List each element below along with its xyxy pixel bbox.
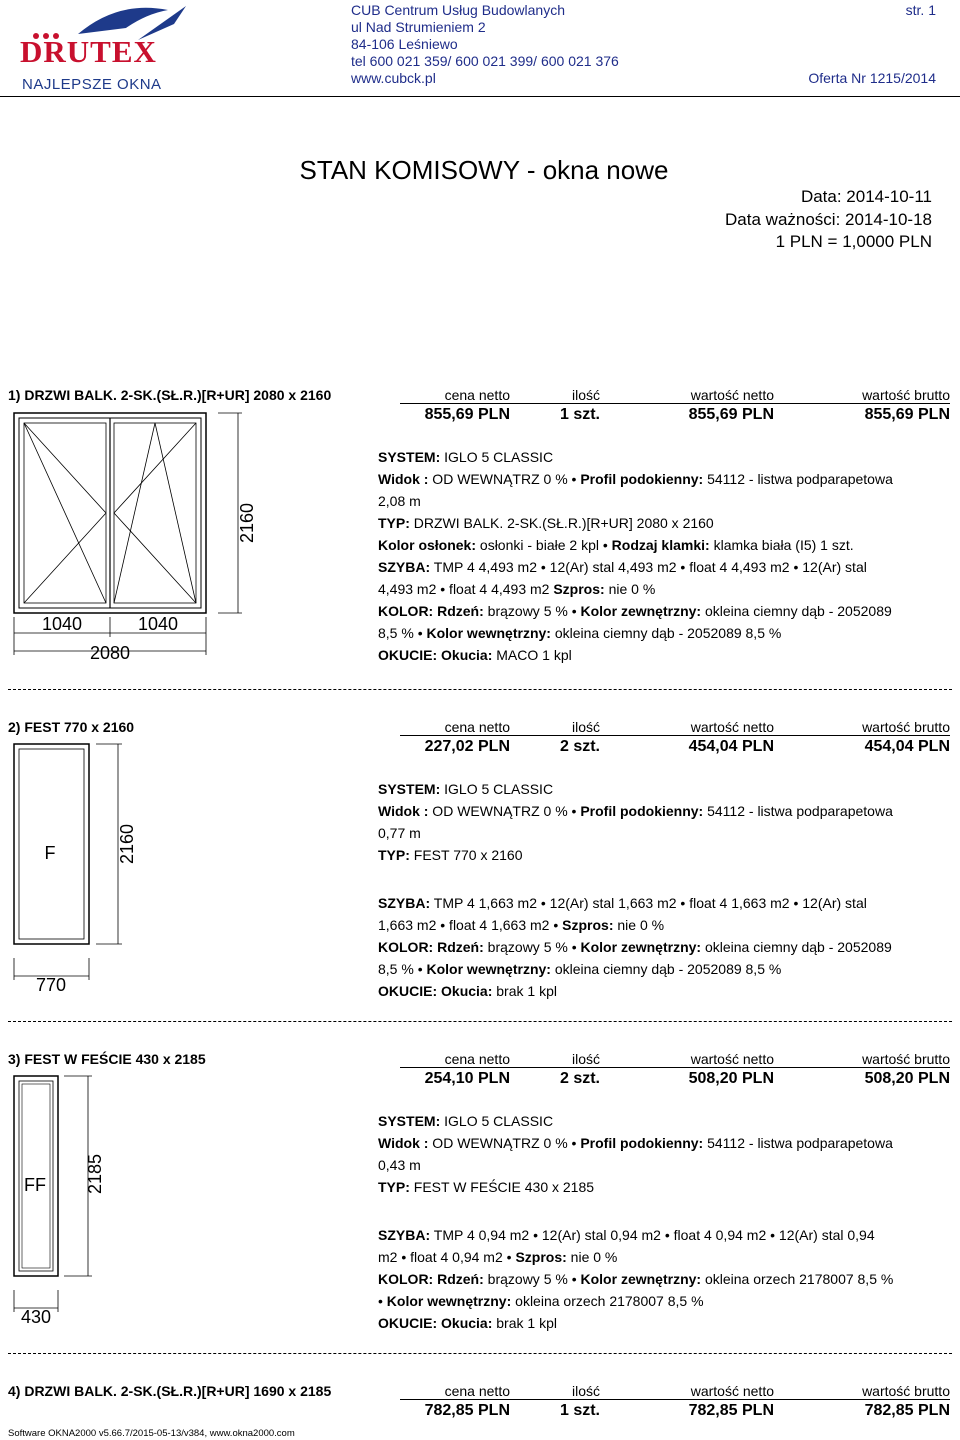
item-separator [8, 1021, 952, 1022]
net-value: 855,69 PLN [688, 406, 774, 423]
spec-label: Widok : [378, 1135, 429, 1151]
spec-value: TMP 4 1,663 m2 • 12(Ar) stal 1,663 m2 • float 4 1,663 m2 • 12(Ar) stal [430, 895, 867, 911]
spec-label: Profil podokienny: [580, 1135, 704, 1151]
column-headers [400, 1382, 950, 1400]
document-title: STAN KOMISOWY - okna nowe [299, 155, 669, 185]
spec-value: OD WEWNĄTRZ 0 % • [428, 803, 581, 819]
window-drawing [0, 738, 160, 998]
item-spec [378, 1112, 944, 1332]
spec-line [378, 1314, 944, 1332]
spec-line [378, 846, 944, 864]
unit-price: 227,02 PLN [424, 738, 510, 755]
gross-value: 782,85 PLN [864, 1402, 950, 1419]
spec-label: Kolor zewnętrzny: [580, 1271, 702, 1287]
col-qty: ilość [571, 719, 600, 735]
item-prices [400, 1402, 950, 1424]
spec-label: Kolor zewnętrzny: [580, 603, 702, 619]
spec-line [378, 646, 944, 664]
spec-label: Szpros: [515, 1249, 567, 1265]
col-qty: ilość [571, 1051, 600, 1067]
spec-label: SZYBA: [378, 559, 431, 575]
spec-label: SZYBA: [378, 1227, 431, 1243]
col-gross-value: wartość brutto [862, 1051, 950, 1067]
unit-price: 782,85 PLN [424, 1402, 510, 1419]
spec-label: Szpros: [562, 917, 614, 933]
spec-label: SYSTEM: [378, 1113, 441, 1129]
spec-line [378, 780, 944, 798]
item-prices [400, 738, 950, 760]
offer-number: Oferta Nr 1215/2014 [808, 70, 936, 86]
spec-label: KOLOR: [378, 939, 434, 955]
item-spec [378, 448, 944, 664]
spec-line [378, 938, 944, 956]
spec-label: Rdzeń: [437, 1271, 484, 1287]
spec-value: IGLO 5 CLASSIC [440, 781, 554, 797]
spec-value: 54112 - listwa podparapetowa [703, 803, 893, 819]
spec-label: Okucia: [441, 647, 493, 663]
spec-line [378, 602, 944, 620]
spec-value: brązowy 5 % • [483, 1271, 581, 1287]
spec-line [378, 448, 944, 466]
spec-label: Kolor wewnętrzny: [386, 1293, 512, 1309]
item-prices [400, 406, 950, 428]
spec-label: Profil podokienny: [580, 471, 704, 487]
spec-value: TMP 4 0,94 m2 • 12(Ar) stal 0,94 m2 • float 4 0,94 m2 • 12(Ar) stal 0,94 [430, 1227, 875, 1243]
spec-value: IGLO 5 CLASSIC [440, 449, 554, 465]
spec-value: 54112 - listwa podparapetowa [703, 471, 893, 487]
spec-label: KOLOR: [378, 1271, 434, 1287]
company-street: ul Nad Strumieniem 2 [351, 19, 486, 35]
spec-value: 54112 - listwa podparapetowa [703, 1135, 893, 1151]
col-net-price: cena netto [444, 387, 510, 403]
spec-line [378, 1226, 944, 1244]
spec-label: Kolor osłonek: [378, 537, 477, 553]
company-city: 84-106 Leśniewo [351, 36, 458, 52]
col-net-value: wartość netto [690, 1051, 774, 1067]
spec-label: TYP: [378, 515, 410, 531]
col-net-price: cena netto [444, 719, 510, 735]
sash-mark: FF [24, 1175, 46, 1195]
company-phone: tel 600 021 359/ 600 021 399/ 600 021 376 [351, 53, 619, 69]
offer-date: Data: 2014-10-11 [800, 187, 932, 206]
col-gross-value: wartość brutto [862, 387, 950, 403]
spec-value: DRZWI BALK. 2-SK.(SŁ.R.)[R+UR] 2080 x 2160 [409, 515, 714, 531]
spec-value: m2 • float 4 0,94 m2 • [378, 1249, 516, 1265]
item-spec [378, 780, 944, 1000]
spec-value: okleina orzech 2178007 8,5 % [511, 1293, 704, 1309]
spec-value: MACO 1 kpl [492, 647, 572, 663]
exchange-rate: 1 PLN = 1,0000 PLN [775, 232, 932, 251]
spec-value: okleina ciemny dąb - 2052089 8,5 % [550, 625, 782, 641]
spec-line [378, 1292, 944, 1310]
spec-value: okleina orzech 2178007 8,5 % [701, 1271, 894, 1287]
spec-value: OD WEWNĄTRZ 0 % • [428, 471, 581, 487]
gross-value: 508,20 PLN [864, 1070, 950, 1087]
spec-value: nie 0 % [604, 581, 656, 597]
spec-value: 8,5 % • [378, 961, 427, 977]
item-separator [8, 689, 952, 690]
spec-value: 8,5 % • [378, 625, 427, 641]
drutex-logo [18, 4, 188, 96]
quantity: 2 szt. [559, 1070, 600, 1087]
col-gross-value: wartość brutto [862, 719, 950, 735]
spec-value: nie 0 % [566, 1249, 618, 1265]
spec-value: 0,77 m [378, 825, 421, 841]
spec-label: Okucia: [441, 1315, 493, 1331]
page-number: str. 1 [905, 2, 936, 18]
dim-width: 430 [20, 1307, 52, 1327]
dim-height: 2185 [85, 1153, 105, 1195]
sash-mark: F [44, 843, 56, 863]
spec-line [378, 514, 944, 532]
spec-value: brak 1 kpl [492, 1315, 557, 1331]
dim-width-left: 1040 [41, 614, 83, 634]
unit-price: 855,69 PLN [424, 406, 510, 423]
spec-value: brązowy 5 % • [483, 603, 581, 619]
spec-label: TYP: [378, 1179, 410, 1195]
spec-line [378, 1134, 944, 1152]
company-name: CUB Centrum Usług Budowlanych [351, 2, 565, 18]
spec-value: klamka biała (I5) 1 szt. [709, 537, 854, 553]
spec-label: Kolor wewnętrzny: [426, 625, 551, 641]
spec-label: OKUCIE: [378, 983, 438, 999]
dim-height: 2160 [117, 823, 137, 865]
spec-line [378, 1270, 944, 1288]
gross-value: 454,04 PLN [864, 738, 950, 755]
spec-label: Profil podokienny: [580, 803, 704, 819]
quantity: 1 szt. [559, 406, 600, 423]
spec-value: okleina ciemny dąb - 2052089 8,5 % [550, 961, 782, 977]
spec-label: KOLOR: [378, 603, 434, 619]
column-headers [400, 718, 950, 736]
spec-line [378, 580, 944, 598]
software-footer: Software OKNA2000 v5.66.7/2015-05-13/v384, www.okna2000.com [8, 1428, 295, 1439]
spec-line [378, 1156, 944, 1174]
spec-label: Kolor zewnętrzny: [580, 939, 702, 955]
spec-line [378, 1248, 944, 1266]
fixed-window-diagram-icon [0, 738, 160, 998]
spec-line [378, 916, 944, 934]
spec-label: Rodzaj klamki: [611, 537, 710, 553]
item-prices [400, 1070, 950, 1092]
spec-value: FEST 770 x 2160 [409, 847, 523, 863]
net-value: 782,85 PLN [688, 1402, 774, 1419]
spec-value: FEST W FEŚCIE 430 x 2185 [409, 1179, 595, 1195]
unit-price: 254,10 PLN [424, 1070, 510, 1087]
spec-value: 2,08 m [378, 493, 421, 509]
spec-line [378, 1178, 944, 1196]
col-qty: ilość [571, 387, 600, 403]
offer-validity: Data ważności: 2014-10-18 [725, 210, 932, 229]
net-value: 508,20 PLN [688, 1070, 774, 1087]
column-headers [400, 386, 950, 404]
window-drawing [0, 1070, 130, 1332]
spec-value: okleina ciemny dąb - 2052089 [701, 939, 892, 955]
spec-line [378, 558, 944, 576]
company-website[interactable]: www.cubck.pl [351, 70, 436, 86]
item-title: 3) FEST W FEŚCIE 430 x 2185 [8, 1051, 206, 1067]
spec-value: osłonki - białe 2 kpl • [476, 537, 612, 553]
spec-line [378, 470, 944, 488]
spec-line [378, 1112, 944, 1130]
spec-value: brak 1 kpl [492, 983, 557, 999]
spec-label: Widok : [378, 471, 429, 487]
dim-width-total: 2080 [89, 643, 131, 663]
col-net-value: wartość netto [690, 1383, 774, 1399]
spec-label: Szpros: [553, 581, 605, 597]
spec-label: OKUCIE: [378, 647, 438, 663]
dim-width: 770 [35, 975, 67, 995]
gross-value: 855,69 PLN [864, 406, 950, 423]
col-net-value: wartość netto [690, 719, 774, 735]
spec-value: brązowy 5 % • [483, 939, 581, 955]
quantity: 1 szt. [559, 1402, 600, 1419]
col-net-price: cena netto [444, 1051, 510, 1067]
balcony-door-diagram-icon [0, 405, 280, 670]
col-qty: ilość [571, 1383, 600, 1399]
net-value: 454,04 PLN [688, 738, 774, 755]
quantity: 2 szt. [559, 738, 600, 755]
spec-label: OKUCIE: [378, 1315, 438, 1331]
spec-value: OD WEWNĄTRZ 0 % • [428, 1135, 581, 1151]
column-headers [400, 1050, 950, 1068]
spec-value: TMP 4 4,493 m2 • 12(Ar) stal 4,493 m2 • float 4 4,493 m2 • 12(Ar) stal [430, 559, 867, 575]
spec-label: TYP: [378, 847, 410, 863]
company-info [351, 2, 619, 87]
spec-label: SYSTEM: [378, 781, 441, 797]
spec-line [378, 894, 944, 912]
spec-value: okleina ciemny dąb - 2052089 [701, 603, 892, 619]
spec-value: IGLO 5 CLASSIC [440, 1113, 554, 1129]
item-title: 1) DRZWI BALK. 2-SK.(SŁ.R.)[R+UR] 2080 x 2160 [8, 387, 332, 403]
window-drawing [0, 405, 280, 670]
col-net-price: cena netto [444, 1383, 510, 1399]
spec-label: Okucia: [441, 983, 493, 999]
spec-label: Kolor wewnętrzny: [426, 961, 551, 977]
spec-label: Rdzeń: [437, 603, 484, 619]
spec-line [378, 824, 944, 842]
header-divider [0, 96, 960, 97]
logo-brand-text: DRUTEX [20, 34, 157, 69]
spec-label: Rdzeń: [437, 939, 484, 955]
spec-value: 1,663 m2 • float 4 1,663 m2 • [378, 917, 563, 933]
col-gross-value: wartość brutto [862, 1383, 950, 1399]
dim-height: 2160 [237, 502, 257, 544]
spec-value: nie 0 % [613, 917, 665, 933]
spec-value: • [378, 1293, 387, 1309]
spec-label: Widok : [378, 803, 429, 819]
spec-line [378, 536, 944, 554]
item-separator [8, 1353, 952, 1354]
col-net-value: wartość netto [690, 387, 774, 403]
spec-line [378, 960, 944, 978]
spec-line [378, 624, 944, 642]
item-title: 4) DRZWI BALK. 2-SK.(SŁ.R.)[R+UR] 1690 x 2185 [8, 1383, 332, 1399]
item-title: 2) FEST 770 x 2160 [8, 719, 135, 735]
spec-value: 4,493 m2 • float 4 4,493 m2 [378, 581, 554, 597]
spec-line [378, 982, 944, 1000]
spec-label: SZYBA: [378, 895, 431, 911]
fixed-in-frame-diagram-icon [0, 1070, 130, 1332]
dim-width-right: 1040 [137, 614, 179, 634]
spec-label: SYSTEM: [378, 449, 441, 465]
spec-line [378, 492, 944, 510]
spec-line [378, 802, 944, 820]
logo-tagline: NAJLEPSZE OKNA [22, 76, 162, 93]
spec-value: 0,43 m [378, 1157, 421, 1173]
